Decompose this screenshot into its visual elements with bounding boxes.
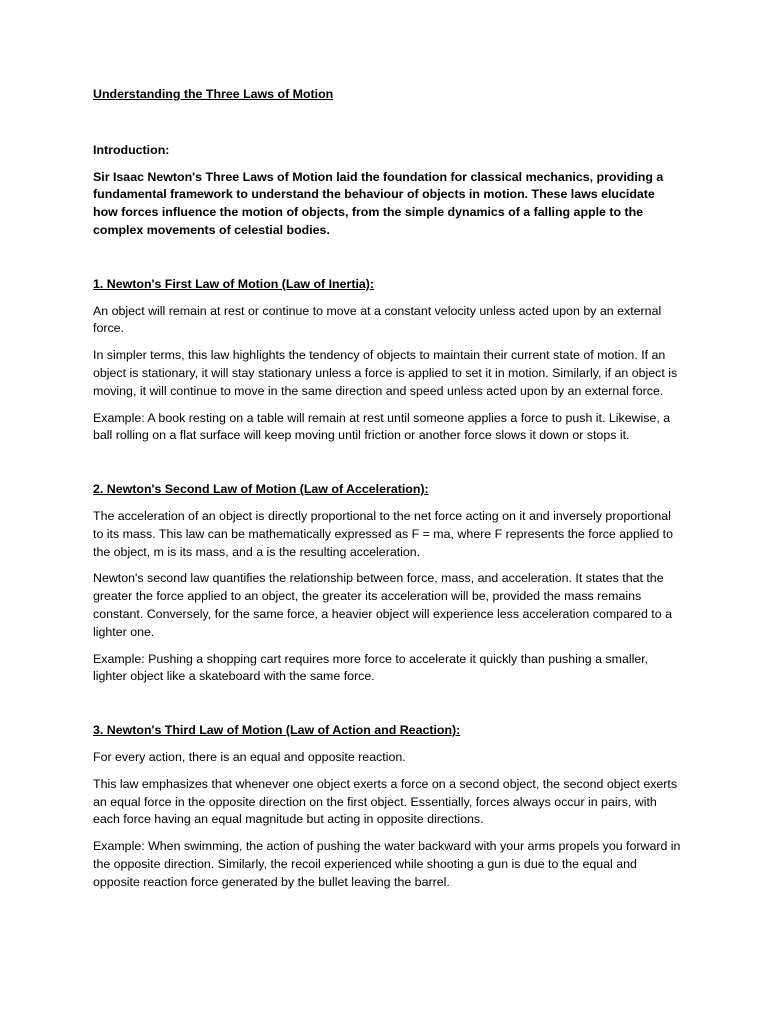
third-law-example: Example: When swimming, the action of pushing the water backward with your arms propels you forward in the opposite direction. Similarly, the recoil experienced while shooting a gun is due to the equal and opposite reaction force generated by the bullet leaving the barrel. — [93, 839, 681, 889]
first-law-paragraph-1: An object will remain at rest or continue to move at a constant velocity unless acted upon by an external force. — [93, 303, 662, 336]
section-heading-third-law: 3. Newton's Third Law of Motion (Law of Action and Reaction): — [93, 723, 461, 738]
second-law-paragraph-2: Newton's second law quantifies the relationship between force, mass, and acceleration. It states that the greater the force applied to an object, the greater its acceleration will be, provided the mass remains constant. Conversely, for the same force, a heavier object will experience less acceleration compared to a lighter one. — [93, 571, 672, 639]
section-heading-first-law: 1. Newton's First Law of Motion (Law of Inertia): — [93, 276, 375, 291]
third-law-paragraph-1: For every action, there is an equal and opposite reaction. — [93, 749, 406, 764]
first-law-paragraph-2: In simpler terms, this law highlights the tendency of objects to maintain their current state of motion. If an object is stationary, it will stay stationary unless a force is applied to set it in motion. Similarly, if an object is moving, it will continue to move in the same direction and speed unless acted upon by an external force. — [93, 348, 678, 398]
intro-heading: Introduction: — [93, 142, 170, 157]
document-title: Understanding the Three Laws of Motion — [93, 87, 334, 101]
first-law-example: Example: A book resting on a table will remain at rest until someone applies a force to push it. Likewise, a ball rolling on a flat surface will keep moving until friction or another force slows it down or stops it. — [93, 410, 671, 443]
intro-paragraph: Sir Isaac Newton's Three Laws of Motion laid the foundation for classical mechanics, providing a fundamental framework to understand the behaviour of objects in motion. These laws elucidate how forces influence the motion of objects, from the simple dynamics of a falling apple to the complex movements of celestial bodies. — [93, 169, 664, 237]
second-law-example: Example: Pushing a shopping cart requires more force to accelerate it quickly than pushing a smaller, lighter object like a skateboard with the same force. — [93, 651, 649, 684]
second-law-paragraph-1: The acceleration of an object is directly proportional to the net force acting on it and inversely proportional to its mass. This law can be mathematically expressed as F = ma, where F represents the force applied to the object, m is its mass, and a is the resulting acceleration. — [93, 508, 673, 559]
document-page — [93, 86, 683, 892]
third-law-paragraph-2: This law emphasizes that whenever one object exerts a force on a second object, the second object exerts an equal force in the opposite direction on the first object. Essentially, forces always occur in pairs, with each force having an equal magnitude but acting in opposite directions. — [93, 776, 678, 827]
section-heading-second-law: 2. Newton's Second Law of Motion (Law of Acceleration): — [93, 482, 429, 497]
